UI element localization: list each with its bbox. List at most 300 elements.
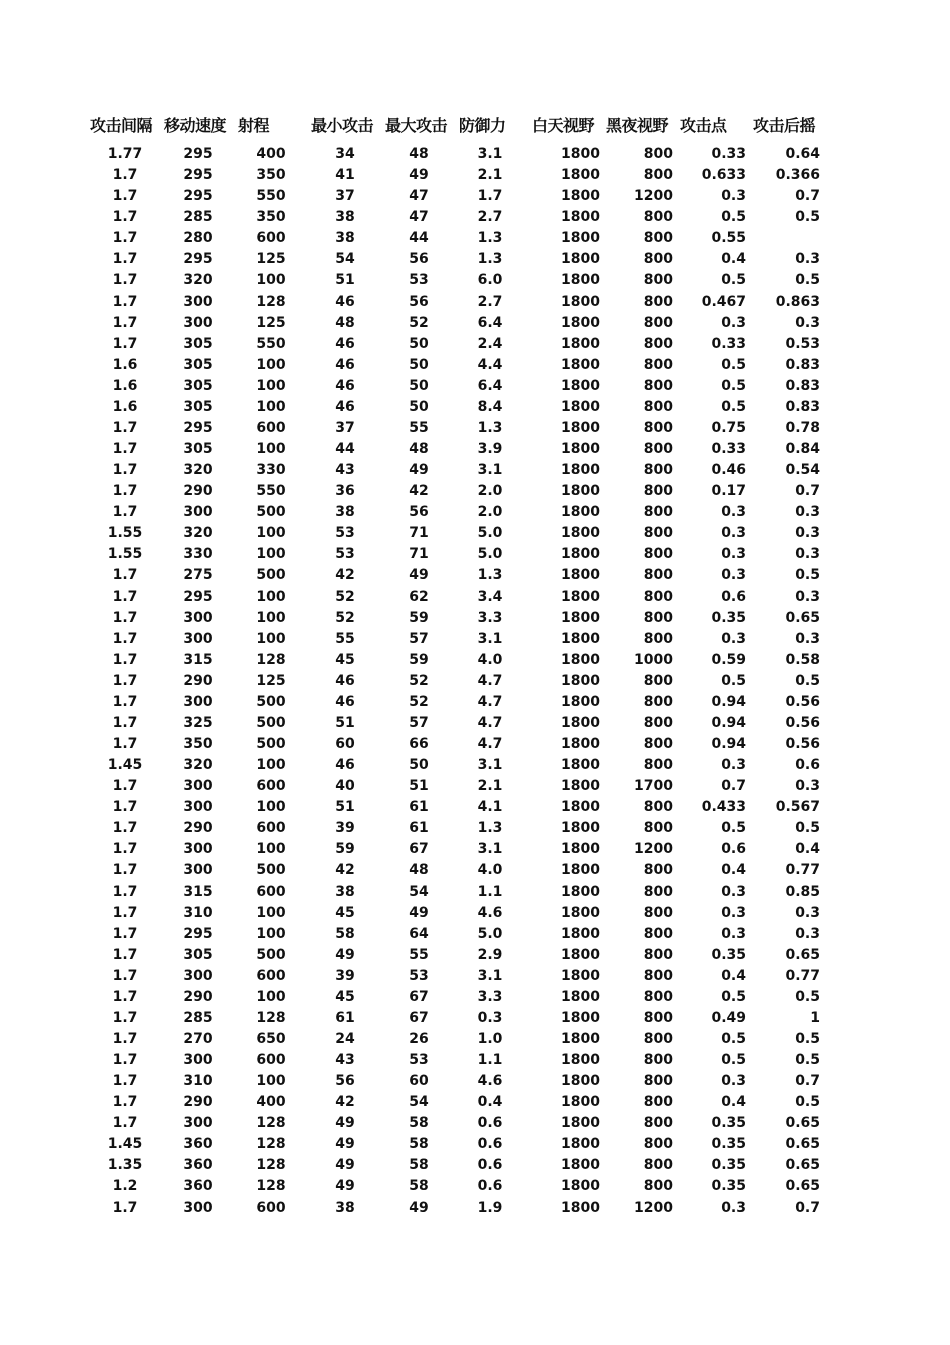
armor-cell: 6.4 bbox=[477, 314, 503, 331]
day-vision-cell: 1800 bbox=[561, 883, 600, 900]
day-vision-cell: 1800 bbox=[561, 272, 600, 289]
day-vision-cell: 1800 bbox=[561, 546, 600, 563]
max-attack-cell: 58 bbox=[409, 1115, 429, 1132]
move-speed-cell: 320 bbox=[183, 462, 213, 479]
attack-point-cell: 0.5 bbox=[721, 1030, 746, 1047]
min-attack-cell: 54 bbox=[335, 251, 355, 268]
backswing-cell: 0.3 bbox=[795, 588, 820, 605]
attack-point-cell: 0.3 bbox=[721, 546, 746, 563]
armor-cell: 0.6 bbox=[477, 1178, 503, 1195]
night-vision-cell: 800 bbox=[643, 988, 673, 1005]
armor-cell: 1.9 bbox=[477, 1199, 503, 1216]
min-attack-cell: 34 bbox=[335, 146, 355, 162]
day-vision-cell: 1800 bbox=[561, 1030, 600, 1047]
max-attack-cell: 61 bbox=[409, 799, 429, 816]
armor-cell: 0.6 bbox=[477, 1157, 503, 1174]
night-vision-cell: 800 bbox=[643, 272, 673, 289]
day-vision-cell: 1800 bbox=[561, 314, 600, 331]
armor-cell: 3.1 bbox=[477, 146, 503, 162]
range-cell: 500 bbox=[256, 862, 286, 879]
range-cell: 100 bbox=[256, 546, 286, 563]
attack-point-cell: 0.49 bbox=[711, 1009, 746, 1026]
backswing-cell: 0.84 bbox=[785, 441, 820, 457]
move-speed-cell: 300 bbox=[183, 693, 213, 710]
attack-point-cell: 0.6 bbox=[721, 841, 746, 858]
move-speed-cell: 295 bbox=[183, 146, 213, 162]
armor-cell: 4.7 bbox=[477, 736, 503, 752]
move-speed-cell: 360 bbox=[183, 1136, 213, 1153]
max-attack-cell: 53 bbox=[409, 967, 429, 984]
max-attack-cell: 58 bbox=[409, 1178, 429, 1195]
range-header: 射程 bbox=[238, 116, 270, 135]
max-attack-cell: 56 bbox=[409, 504, 429, 521]
move-speed-cell: 295 bbox=[183, 419, 213, 436]
range-cell: 100 bbox=[256, 525, 286, 542]
day-vision-cell: 1800 bbox=[561, 1094, 600, 1111]
min-attack-cell: 46 bbox=[335, 377, 355, 394]
night-vision-cell: 800 bbox=[643, 462, 673, 479]
attack-point-cell: 0.5 bbox=[721, 209, 746, 226]
night-vision-cell: 800 bbox=[643, 820, 673, 837]
attack-interval-cell: 1.35 bbox=[107, 1157, 143, 1174]
range-cell: 600 bbox=[256, 883, 286, 900]
night-vision-cell: 1200 bbox=[634, 188, 673, 205]
night-vision-cell: 800 bbox=[643, 146, 673, 162]
min-attack-cell: 42 bbox=[335, 567, 355, 584]
attack-point-cell: 0.4 bbox=[721, 967, 746, 984]
attack-point-cell: 0.633 bbox=[701, 167, 746, 184]
max-attack-cell: 57 bbox=[409, 714, 429, 731]
armor-cell: 5.0 bbox=[477, 925, 503, 942]
armor-cell: 1.3 bbox=[477, 820, 503, 837]
range-cell: 600 bbox=[256, 230, 286, 247]
min-attack-cell: 36 bbox=[335, 483, 355, 500]
max-attack-cell: 67 bbox=[409, 841, 429, 858]
max-attack-cell: 67 bbox=[409, 988, 429, 1005]
day-vision-cell: 1800 bbox=[561, 167, 600, 184]
attack-interval-cell: 1.7 bbox=[112, 672, 138, 689]
armor-cell: 2.7 bbox=[477, 209, 503, 226]
move-speed-cell: 360 bbox=[183, 1157, 213, 1174]
armor-cell: 4.6 bbox=[477, 1073, 503, 1090]
attack-interval-cell: 1.7 bbox=[112, 567, 138, 584]
attack-point-cell: 0.35 bbox=[711, 946, 746, 963]
day-vision-cell: 1800 bbox=[561, 398, 600, 415]
move-speed-cell: 290 bbox=[183, 483, 213, 500]
max-attack-cell: 49 bbox=[409, 567, 429, 584]
min-attack-cell: 52 bbox=[335, 588, 355, 605]
min-attack-cell: 38 bbox=[335, 209, 355, 226]
backswing-cell: 0.83 bbox=[785, 398, 820, 415]
attack-interval-cell: 1.7 bbox=[112, 883, 138, 900]
attack-interval-cell: 1.7 bbox=[112, 778, 138, 795]
armor-cell: 1.1 bbox=[477, 1052, 503, 1068]
attack-interval-cell: 1.7 bbox=[112, 230, 138, 247]
night-vision-cell: 800 bbox=[643, 757, 673, 773]
attack-point-cell: 0.3 bbox=[721, 188, 746, 205]
range-cell: 400 bbox=[256, 146, 286, 162]
attack-interval-cell: 1.7 bbox=[112, 651, 138, 668]
day-vision-cell: 1800 bbox=[561, 251, 600, 268]
move-speed-cell: 310 bbox=[183, 904, 213, 921]
day-vision-cell: 1800 bbox=[561, 335, 600, 352]
attack-interval-cell: 1.7 bbox=[112, 1052, 138, 1068]
range-cell: 128 bbox=[256, 1009, 286, 1026]
attack-interval-cell: 1.7 bbox=[112, 967, 138, 984]
min-attack-cell: 38 bbox=[335, 1199, 355, 1216]
move-speed-cell: 295 bbox=[183, 188, 213, 205]
max-attack-cell: 66 bbox=[409, 736, 429, 752]
day-vision-cell: 1800 bbox=[561, 651, 600, 668]
range-cell: 100 bbox=[256, 356, 286, 373]
night-vision-cell: 800 bbox=[643, 230, 673, 247]
max-attack-cell: 60 bbox=[409, 1073, 429, 1090]
range-cell: 500 bbox=[256, 693, 286, 710]
attack-interval-cell: 1.7 bbox=[112, 736, 138, 752]
armor-cell: 3.3 bbox=[477, 988, 503, 1005]
day-vision-cell: 1800 bbox=[561, 462, 600, 479]
day-vision-cell: 1800 bbox=[561, 525, 600, 542]
max-attack-header: 最大攻击 bbox=[385, 116, 448, 135]
armor-cell: 3.3 bbox=[477, 609, 503, 626]
attack-point-cell: 0.94 bbox=[711, 714, 746, 731]
attack-interval-cell: 1.7 bbox=[112, 925, 138, 942]
max-attack-cell: 54 bbox=[409, 1094, 429, 1111]
min-attack-cell: 42 bbox=[335, 862, 355, 879]
attack-interval-cell: 1.7 bbox=[112, 693, 138, 710]
range-cell: 125 bbox=[256, 672, 286, 689]
day-vision-cell: 1800 bbox=[561, 567, 600, 584]
max-attack-cell: 48 bbox=[409, 862, 429, 879]
night-vision-cell: 1200 bbox=[634, 1199, 673, 1216]
max-attack-cell: 61 bbox=[409, 820, 429, 837]
range-cell: 100 bbox=[256, 904, 286, 921]
attack-interval-cell: 1.6 bbox=[112, 356, 138, 373]
day-vision-cell: 1800 bbox=[561, 1115, 600, 1132]
min-attack-cell: 39 bbox=[335, 967, 355, 984]
armor-cell: 3.1 bbox=[477, 630, 503, 647]
day-vision-cell: 1800 bbox=[561, 714, 600, 731]
move-speed-cell: 320 bbox=[183, 272, 213, 289]
attack-interval-cell: 1.45 bbox=[107, 1136, 143, 1153]
day-vision-cell: 1800 bbox=[561, 1157, 600, 1174]
attack-interval-cell: 1.7 bbox=[112, 588, 138, 605]
night-vision-cell: 800 bbox=[643, 356, 673, 373]
attack-interval-cell: 1.7 bbox=[112, 1115, 138, 1132]
night-vision-cell: 800 bbox=[643, 525, 673, 542]
backswing-cell: 0.3 bbox=[795, 546, 820, 563]
armor-cell: 2.0 bbox=[477, 504, 503, 521]
range-cell: 100 bbox=[256, 609, 286, 626]
attack-interval-cell: 1.7 bbox=[112, 293, 138, 310]
range-cell: 100 bbox=[256, 377, 286, 394]
backswing-cell: 0.567 bbox=[775, 799, 820, 816]
armor-cell: 3.1 bbox=[477, 841, 503, 858]
max-attack-cell: 56 bbox=[409, 251, 429, 268]
day-vision-cell: 1800 bbox=[561, 1009, 600, 1026]
attack-interval-cell: 1.7 bbox=[112, 820, 138, 837]
max-attack-cell: 47 bbox=[409, 188, 429, 205]
max-attack-cell: 50 bbox=[409, 377, 429, 394]
backswing-cell: 0.56 bbox=[785, 714, 820, 731]
attack-point-cell: 0.4 bbox=[721, 251, 746, 268]
night-vision-cell: 800 bbox=[643, 588, 673, 605]
range-cell: 100 bbox=[256, 588, 286, 605]
move-speed-cell: 320 bbox=[183, 757, 213, 773]
min-attack-cell: 52 bbox=[335, 609, 355, 626]
attack-point-cell: 0.5 bbox=[721, 820, 746, 837]
min-attack-cell: 41 bbox=[335, 167, 355, 184]
night-vision-cell: 800 bbox=[643, 967, 673, 984]
attack-interval-cell: 1.7 bbox=[112, 483, 138, 500]
night-vision-cell: 800 bbox=[643, 630, 673, 647]
day-vision-cell: 1800 bbox=[561, 862, 600, 879]
min-attack-cell: 46 bbox=[335, 293, 355, 310]
attack-point-cell: 0.433 bbox=[701, 799, 746, 816]
attack-interval-header: 攻击间隔 bbox=[90, 116, 153, 135]
backswing-cell: 0.85 bbox=[785, 883, 820, 900]
attack-interval-cell: 1.7 bbox=[112, 714, 138, 731]
backswing-cell: 0.3 bbox=[795, 925, 820, 942]
range-cell: 600 bbox=[256, 967, 286, 984]
armor-cell: 1.0 bbox=[477, 1030, 503, 1047]
min-attack-cell: 55 bbox=[335, 630, 355, 647]
attack-interval-cell: 1.7 bbox=[112, 904, 138, 921]
move-speed-cell: 300 bbox=[183, 314, 213, 331]
attack-point-cell: 0.3 bbox=[721, 504, 746, 521]
attack-interval-cell: 1.7 bbox=[112, 799, 138, 816]
min-attack-cell: 49 bbox=[335, 1157, 355, 1174]
min-attack-cell: 59 bbox=[335, 841, 355, 858]
night-vision-cell: 800 bbox=[643, 799, 673, 816]
day-vision-cell: 1800 bbox=[561, 504, 600, 521]
night-vision-cell: 800 bbox=[643, 883, 673, 900]
range-cell: 500 bbox=[256, 736, 286, 752]
move-speed-cell: 300 bbox=[183, 1199, 213, 1216]
max-attack-cell: 55 bbox=[409, 419, 429, 436]
attack-interval-cell: 1.7 bbox=[112, 419, 138, 436]
attack-interval-cell: 1.7 bbox=[112, 314, 138, 331]
range-cell: 128 bbox=[256, 1136, 286, 1153]
max-attack-cell: 56 bbox=[409, 293, 429, 310]
night-vision-cell: 800 bbox=[643, 441, 673, 457]
attack-interval-cell: 1.7 bbox=[112, 1094, 138, 1111]
night-vision-cell: 800 bbox=[643, 419, 673, 436]
min-attack-cell: 48 bbox=[335, 314, 355, 331]
move-speed-cell: 290 bbox=[183, 1094, 213, 1111]
backswing-cell: 0.4 bbox=[795, 841, 820, 858]
min-attack-cell: 61 bbox=[335, 1009, 355, 1026]
max-attack-cell: 49 bbox=[409, 1199, 429, 1216]
day-vision-cell: 1800 bbox=[561, 1136, 600, 1153]
min-attack-cell: 45 bbox=[335, 651, 355, 668]
night-vision-cell: 800 bbox=[643, 693, 673, 710]
min-attack-cell: 37 bbox=[335, 419, 355, 436]
armor-cell: 6.4 bbox=[477, 377, 503, 394]
backswing-cell: 0.5 bbox=[795, 672, 820, 689]
attack-point-cell: 0.3 bbox=[721, 904, 746, 921]
attack-point-cell: 0.35 bbox=[711, 1157, 746, 1174]
night-vision-cell: 1000 bbox=[634, 651, 673, 668]
max-attack-cell: 53 bbox=[409, 272, 429, 289]
backswing-cell: 0.65 bbox=[785, 1136, 820, 1153]
range-cell: 500 bbox=[256, 567, 286, 584]
move-speed-cell: 325 bbox=[183, 714, 213, 731]
backswing-cell: 0.5 bbox=[795, 1052, 820, 1068]
min-attack-cell: 38 bbox=[335, 504, 355, 521]
min-attack-cell: 49 bbox=[335, 1178, 355, 1195]
attack-point-cell: 0.59 bbox=[711, 651, 746, 668]
day-vision-cell: 1800 bbox=[561, 841, 600, 858]
move-speed-cell: 300 bbox=[183, 609, 213, 626]
min-attack-cell: 44 bbox=[335, 441, 355, 457]
night-vision-cell: 800 bbox=[643, 1073, 673, 1090]
attack-point-cell: 0.75 bbox=[711, 419, 746, 436]
day-vision-cell: 1800 bbox=[561, 588, 600, 605]
armor-cell: 0.3 bbox=[477, 1009, 503, 1026]
min-attack-cell: 49 bbox=[335, 1115, 355, 1132]
max-attack-cell: 52 bbox=[409, 672, 429, 689]
attack-interval-cell: 1.6 bbox=[112, 398, 138, 415]
max-attack-cell: 55 bbox=[409, 946, 429, 963]
range-cell: 128 bbox=[256, 1157, 286, 1174]
night-vision-cell: 800 bbox=[643, 1009, 673, 1026]
day-vision-cell: 1800 bbox=[561, 736, 600, 752]
range-cell: 550 bbox=[256, 188, 286, 205]
max-attack-cell: 48 bbox=[409, 146, 429, 162]
range-cell: 500 bbox=[256, 714, 286, 731]
max-attack-cell: 49 bbox=[409, 462, 429, 479]
move-speed-cell: 280 bbox=[183, 230, 213, 247]
attack-point-cell: 0.4 bbox=[721, 862, 746, 879]
armor-cell: 3.9 bbox=[477, 441, 503, 457]
min-attack-cell: 24 bbox=[335, 1030, 355, 1047]
night-vision-cell: 800 bbox=[643, 862, 673, 879]
move-speed-cell: 270 bbox=[183, 1030, 213, 1047]
range-cell: 550 bbox=[256, 335, 286, 352]
min-attack-cell: 45 bbox=[335, 904, 355, 921]
armor-cell: 3.1 bbox=[477, 462, 503, 479]
night-vision-cell: 1700 bbox=[634, 778, 673, 795]
move-speed-cell: 315 bbox=[183, 651, 213, 668]
move-speed-cell: 295 bbox=[183, 167, 213, 184]
night-vision-cell: 800 bbox=[643, 714, 673, 731]
backswing-cell: 0.65 bbox=[785, 1115, 820, 1132]
range-cell: 600 bbox=[256, 778, 286, 795]
night-vision-cell: 800 bbox=[643, 504, 673, 521]
armor-cell: 5.0 bbox=[477, 525, 503, 542]
armor-cell: 2.9 bbox=[477, 946, 503, 963]
max-attack-cell: 58 bbox=[409, 1136, 429, 1153]
day-vision-cell: 1800 bbox=[561, 441, 600, 457]
attack-point-cell: 0.6 bbox=[721, 588, 746, 605]
night-vision-cell: 800 bbox=[643, 335, 673, 352]
attack-interval-cell: 1.7 bbox=[112, 209, 138, 226]
min-attack-cell: 58 bbox=[335, 925, 355, 942]
day-vision-cell: 1800 bbox=[561, 293, 600, 310]
move-speed-cell: 300 bbox=[183, 841, 213, 858]
backswing-header: 攻击后摇 bbox=[753, 116, 816, 135]
backswing-cell: 0.5 bbox=[795, 209, 820, 226]
attack-interval-cell: 1.7 bbox=[112, 188, 138, 205]
range-cell: 128 bbox=[256, 1115, 286, 1132]
night-vision-cell: 800 bbox=[643, 377, 673, 394]
range-cell: 100 bbox=[256, 441, 286, 457]
min-attack-cell: 46 bbox=[335, 356, 355, 373]
day-vision-cell: 1800 bbox=[561, 778, 600, 795]
attack-point-cell: 0.3 bbox=[721, 925, 746, 942]
range-cell: 600 bbox=[256, 419, 286, 436]
armor-cell: 1.3 bbox=[477, 419, 503, 436]
move-speed-cell: 290 bbox=[183, 988, 213, 1005]
day-vision-cell: 1800 bbox=[561, 1199, 600, 1216]
range-cell: 100 bbox=[256, 988, 286, 1005]
min-attack-cell: 46 bbox=[335, 757, 355, 773]
armor-cell: 4.0 bbox=[477, 862, 503, 879]
move-speed-cell: 295 bbox=[183, 925, 213, 942]
move-speed-cell: 305 bbox=[183, 356, 213, 373]
range-cell: 500 bbox=[256, 504, 286, 521]
night-vision-cell: 800 bbox=[643, 546, 673, 563]
armor-cell: 0.6 bbox=[477, 1115, 503, 1132]
backswing-cell: 0.366 bbox=[775, 167, 820, 184]
max-attack-cell: 49 bbox=[409, 167, 429, 184]
attack-point-cell: 0.3 bbox=[721, 757, 746, 773]
range-cell: 400 bbox=[256, 1094, 286, 1111]
max-attack-cell: 58 bbox=[409, 1157, 429, 1174]
armor-cell: 4.0 bbox=[477, 651, 503, 668]
max-attack-cell: 51 bbox=[409, 778, 429, 795]
range-cell: 100 bbox=[256, 757, 286, 773]
max-attack-cell: 71 bbox=[409, 525, 429, 542]
day-vision-cell: 1800 bbox=[561, 820, 600, 837]
backswing-cell: 0.3 bbox=[795, 778, 820, 795]
day-vision-header: 白天视野 bbox=[532, 116, 595, 135]
attack-point-cell: 0.35 bbox=[711, 609, 746, 626]
move-speed-cell: 300 bbox=[183, 1115, 213, 1132]
min-attack-cell: 46 bbox=[335, 672, 355, 689]
night-vision-cell: 800 bbox=[643, 1136, 673, 1153]
attack-point-cell: 0.17 bbox=[711, 483, 746, 500]
min-attack-cell: 43 bbox=[335, 1052, 355, 1068]
backswing-cell bbox=[750, 228, 820, 249]
day-vision-cell: 1800 bbox=[561, 609, 600, 626]
backswing-cell: 0.7 bbox=[795, 1073, 820, 1090]
attack-interval-cell: 1.7 bbox=[112, 609, 138, 626]
attack-point-cell: 0.3 bbox=[721, 525, 746, 542]
attack-point-cell: 0.5 bbox=[721, 377, 746, 394]
attack-point-cell: 0.3 bbox=[721, 1073, 746, 1090]
attack-point-cell: 0.5 bbox=[721, 356, 746, 373]
day-vision-cell: 1800 bbox=[561, 1073, 600, 1090]
move-speed-cell: 300 bbox=[183, 967, 213, 984]
min-attack-cell: 38 bbox=[335, 883, 355, 900]
attack-point-cell: 0.33 bbox=[711, 441, 746, 457]
move-speed-cell: 300 bbox=[183, 504, 213, 521]
min-attack-cell: 39 bbox=[335, 820, 355, 837]
attack-point-cell: 0.46 bbox=[711, 462, 746, 479]
armor-cell: 4.4 bbox=[477, 356, 503, 373]
day-vision-cell: 1800 bbox=[561, 483, 600, 500]
backswing-cell: 0.83 bbox=[785, 356, 820, 373]
night-vision-cell: 800 bbox=[643, 1030, 673, 1047]
min-attack-cell: 42 bbox=[335, 1094, 355, 1111]
day-vision-cell: 1800 bbox=[561, 946, 600, 963]
attack-interval-cell: 1.7 bbox=[112, 441, 138, 457]
attack-interval-cell: 1.7 bbox=[112, 504, 138, 521]
move-speed-cell: 300 bbox=[183, 799, 213, 816]
min-attack-cell: 53 bbox=[335, 525, 355, 542]
